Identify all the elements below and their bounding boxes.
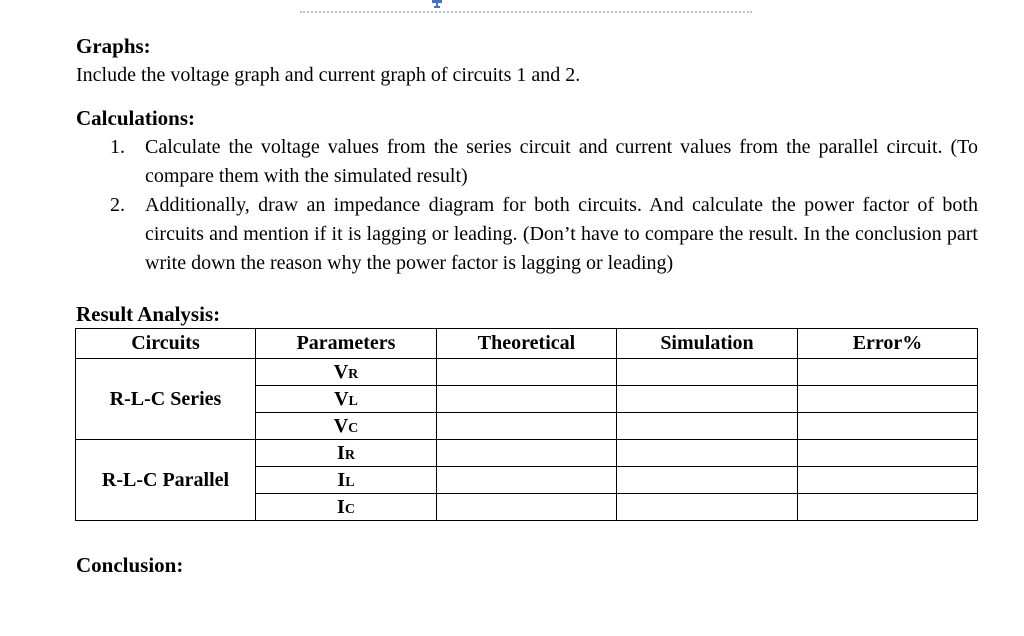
simulation-value-cell[interactable] (617, 467, 798, 494)
param-subscript: L (345, 474, 355, 490)
list-item (0, 191, 1024, 278)
error-value-cell[interactable] (798, 440, 978, 467)
list-item-text: Additionally, draw an impedance diagram for both circuits. And calculate the power factor of both circuits and mention if it is lagging or leading. (Don’t have to compare the result. In the conclusion part write down the reason why the power factor is lagging or leading) (145, 194, 978, 274)
error-value-cell[interactable] (798, 359, 978, 386)
simulation-value-cell[interactable] (617, 440, 798, 467)
param-subscript: C (348, 420, 359, 436)
column-header-theoretical: Theoretical (437, 329, 617, 359)
column-header-error: Error% (798, 329, 978, 359)
column-header-simulation: Simulation (617, 329, 798, 359)
column-header-parameters: Parameters (256, 329, 437, 359)
param-subscript: C (344, 501, 355, 517)
theoretical-value-cell[interactable] (437, 467, 617, 494)
error-value-cell[interactable] (798, 467, 978, 494)
param-cell (256, 467, 437, 494)
param-symbol: V (333, 360, 349, 383)
param-cell (256, 494, 437, 521)
param-symbol: I (337, 468, 346, 491)
table-row (76, 440, 978, 467)
param-cell (256, 440, 437, 467)
column-header-circuits: Circuits (76, 329, 256, 359)
graphs-heading: Graphs: (76, 34, 151, 58)
theoretical-value-cell[interactable] (437, 413, 617, 440)
circuit-cell-series: R-L-C Series (76, 359, 256, 440)
param-symbol: V (333, 414, 349, 437)
list-item (0, 133, 1024, 191)
result-analysis-table (75, 328, 978, 521)
circuit-cell-parallel: R-L-C Parallel (76, 440, 256, 521)
error-value-cell[interactable] (798, 413, 978, 440)
graphs-text: Include the voltage graph and current graph of circuits 1 and 2. (76, 64, 581, 86)
simulation-value-cell[interactable] (617, 359, 798, 386)
param-symbol: I (337, 441, 345, 464)
calculations-list (0, 133, 1024, 278)
theoretical-value-cell[interactable] (437, 494, 617, 521)
theoretical-value-cell[interactable] (437, 359, 617, 386)
param-cell (256, 413, 437, 440)
simulation-value-cell[interactable] (617, 494, 798, 521)
theoretical-value-cell[interactable] (437, 386, 617, 413)
param-symbol: I (337, 495, 345, 518)
param-cell (256, 386, 437, 413)
theoretical-value-cell[interactable] (437, 440, 617, 467)
param-subscript: R (344, 447, 355, 463)
param-subscript: L (348, 393, 358, 409)
param-symbol: V (334, 387, 349, 410)
list-item-text: Calculate the voltage values from the series circuit and current values from the parallel circuit. (To compare them with the simulated result) (145, 136, 978, 187)
calculations-heading: Calculations: (76, 106, 196, 130)
list-item-number: 1. (110, 136, 125, 158)
table-header-row (76, 329, 978, 359)
param-cell (256, 359, 437, 386)
table-row (76, 359, 978, 386)
simulation-value-cell[interactable] (617, 386, 798, 413)
conclusion-heading: Conclusion: (76, 553, 184, 577)
error-value-cell[interactable] (798, 494, 978, 521)
error-value-cell[interactable] (798, 386, 978, 413)
param-subscript: R (348, 366, 359, 382)
simulation-value-cell[interactable] (617, 413, 798, 440)
list-item-number: 2. (110, 194, 125, 216)
result-analysis-heading: Result Analysis: (76, 302, 221, 326)
